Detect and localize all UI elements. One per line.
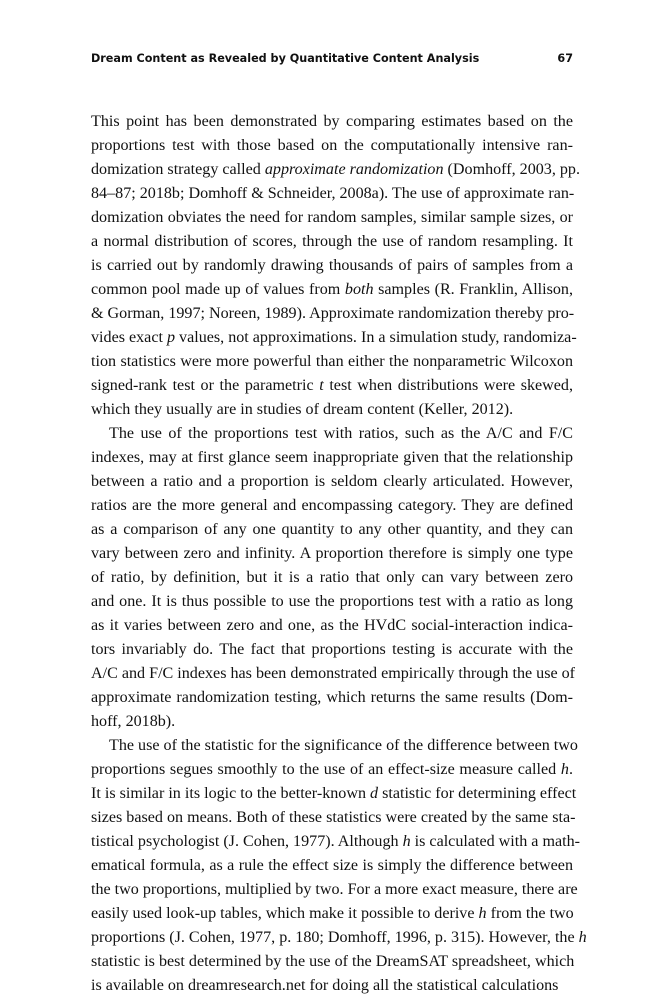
text-line: is available on dreamresearch.net for doing all the statistical calculations [91,977,559,994]
italic-term: d [370,785,379,802]
text-line: vides exact p values, not approximations. In a simulation study, randomiza- [91,329,577,346]
italic-term: t [319,377,324,394]
text-line: easily used look-up tables, which make it possible to derive h from the two [91,905,574,922]
page-number: 67 [557,52,573,65]
text-line: which they usually are in studies of dream content (Keller, 2012). [91,401,514,418]
paragraph [91,734,587,998]
text-line: approximate randomization testing, which returns the same results (Dom- [91,689,573,706]
text-line: 84–87; 2018b; Domhoff & Schneider, 2008a). The use of approximate ran- [91,185,575,202]
text-line: statistic is best determined by the use of the DreamSAT spreadsheet, which [91,953,575,970]
text-line: This point has been demonstrated by comparing estimates based on the [91,113,573,130]
text-line: as a comparison of any one quantity to any other quantity, and they can [91,521,573,538]
italic-term: p [166,329,176,346]
italic-term: h [478,905,487,922]
text-line: proportions test with those based on the computationally intensive ran- [91,137,573,154]
text-line: The use of the statistic for the significance of the difference between two [109,737,578,754]
italic-term: h [402,833,411,850]
text-line: domization obviates the need for random samples, similar sample sizes, or [91,209,573,226]
text-line: domization strategy called approximate randomization (Domhoff, 2003, pp. [91,161,581,178]
text-line: ratios are the more general and encompassing category. They are defined [91,497,573,514]
body-text [91,110,587,998]
text-line: between a ratio and a proportion is seldom clearly articulated. However, [91,473,573,490]
running-head-title: Dream Content as Revealed by Quantitative Content Analysis [91,52,480,65]
text-line: signed-rank test or the parametric t test when distributions were skewed, [91,377,573,394]
text-line: tors invariably do. The fact that proportions testing is accurate with the [91,641,573,658]
paragraph [91,422,576,734]
text-line: is carried out by randomly drawing thousands of pairs of samples from a [91,257,573,274]
text-line: common pool made up of values from both samples (R. Franklin, Allison, [91,281,573,298]
text-line: and one. It is thus possible to use the proportions test with a ratio as long [91,593,573,610]
text-line: ematical formula, as a rule the effect size is simply the difference between [91,857,573,874]
text-line: A/C and F/C indexes has been demonstrated empirically through the use of [91,665,576,682]
text-line: vary between zero and infinity. A proportion therefore is simply one type [91,545,573,562]
text-line: It is similar in its logic to the better-known d statistic for determining effect [91,785,577,802]
text-line: the two proportions, multiplied by two. For a more exact measure, there are [91,881,578,898]
text-line: tistical psychologist (J. Cohen, 1977). Although h is calculated with a math- [91,833,581,850]
italic-term: approximate randomization [264,161,444,178]
italic-term: both [344,281,374,298]
text-line: as it varies between zero and one, as the HVdC social-interaction indica- [91,617,573,634]
text-line: hoff, 2018b). [91,713,176,730]
text-line: sizes based on means. Both of these statistics were created by the same sta- [91,809,576,826]
text-line: & Gorman, 1997; Noreen, 1989). Approximate randomization thereby pro- [91,305,575,322]
text-line: proportions segues smoothly to the use of an effect-size measure called h. [91,761,573,778]
italic-term: h [578,929,587,946]
text-line: indexes, may at first glance seem inappropriate given that the relationship [91,449,573,466]
text-line: The use of the proportions test with ratios, such as the A/C and F/C [109,425,573,442]
text-line: proportions (J. Cohen, 1977, p. 180; Domhoff, 1996, p. 315). However, the h [91,929,587,946]
italic-term: h [560,761,569,778]
text-line: a normal distribution of scores, through the use of random resampling. It [91,233,573,250]
text-line: tion statistics were more powerful than either the nonparametric Wilcoxon [91,353,573,370]
text-line: of ratio, by definition, but it is a ratio that only can vary between zero [91,569,573,586]
running-head [91,52,573,70]
paragraph [91,110,581,422]
